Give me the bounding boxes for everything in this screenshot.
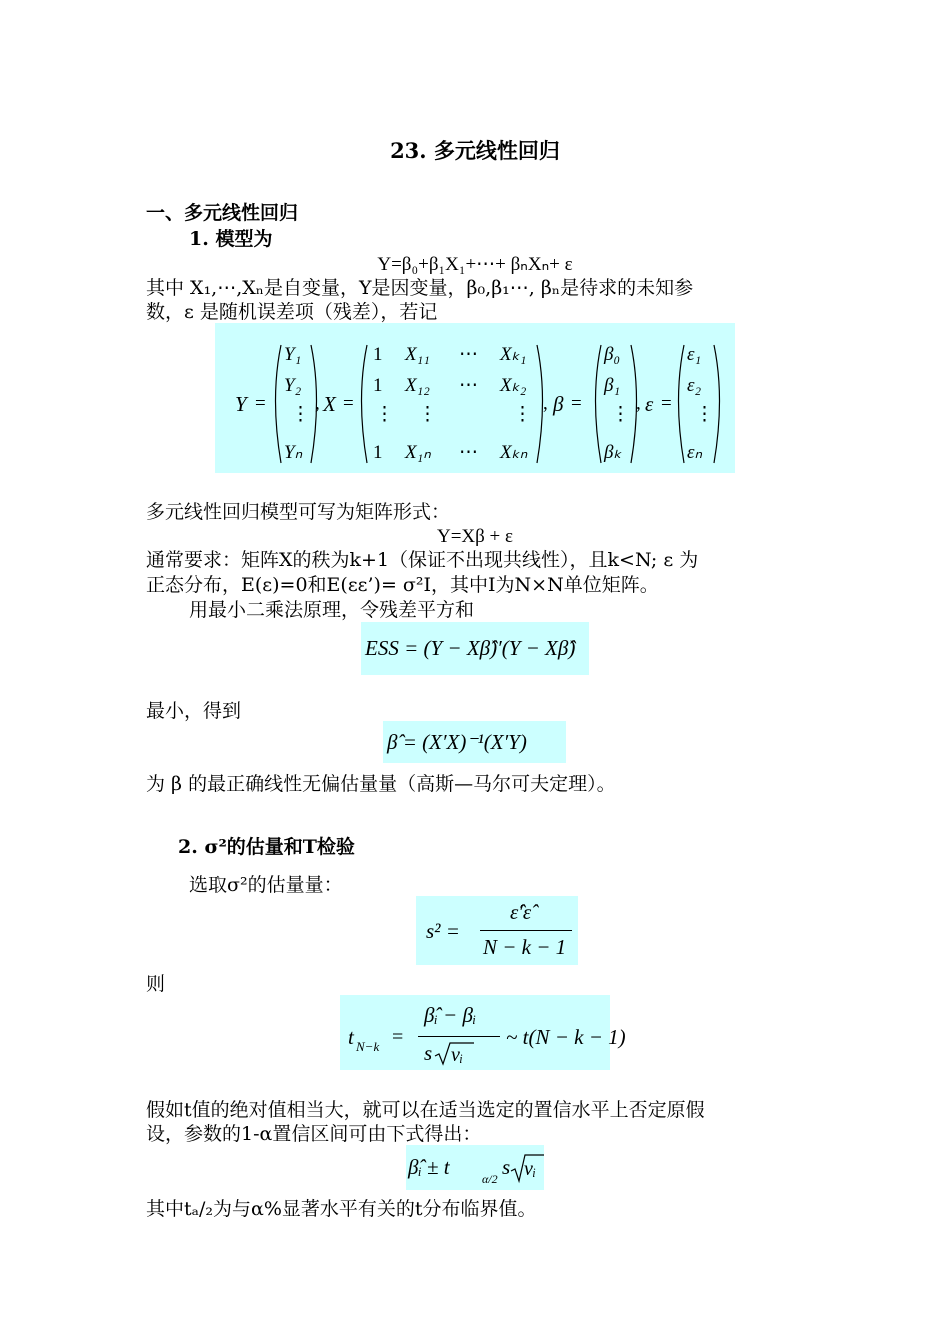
x-cell: ⋯ xyxy=(459,344,478,365)
comma: , xyxy=(315,393,320,414)
epsilon-col-cell: ε₂ xyxy=(687,375,702,396)
paragraph-line: 设，参数的1-α置信区间可由下式得出： xyxy=(146,1123,482,1145)
beta-hat-expression: β̂ = (X′X)⁻¹(X′Y) xyxy=(387,730,527,754)
paragraph-line: 多元线性回归模型可写为矩阵形式： xyxy=(146,501,451,523)
paragraph-line: 为 β 的最正确线性无偏估量量（高斯—马尔可夫定理）。 xyxy=(146,773,616,795)
x-cell: X₁₂ xyxy=(405,375,430,396)
x-cell: 1 xyxy=(373,344,383,365)
ci-s: s xyxy=(502,1155,511,1179)
x-cell: X₁₁ xyxy=(405,344,430,365)
x-cell: ⋮ xyxy=(375,404,394,425)
s2-denominator: N − k − 1 xyxy=(483,935,567,959)
model-equation: Y=β₀+β₁X₁+⋯+ βₙXₙ+ ε xyxy=(377,254,573,275)
subsection-heading: 2. σ²的估量和T检验 xyxy=(178,836,355,858)
x-cell: Xₖ₂ xyxy=(500,375,527,396)
x-cell: Xₖ₁ xyxy=(500,344,527,365)
t-denominator-v: vᵢ xyxy=(451,1044,464,1066)
paragraph-line: 通常要求：矩阵X的秩为k+1（保证不出现共线性），且k<N; ε 为 xyxy=(146,549,699,571)
beta-label: β xyxy=(553,392,564,416)
s2-lhs: s² = xyxy=(426,919,460,943)
paragraph-line: 正态分布，E(ε)=0和E(εε’)= σ²I，其中I为N×N单位矩阵。 xyxy=(146,574,659,596)
t-lhs-subscript: N−k xyxy=(356,1039,380,1054)
fraction-bar xyxy=(418,1036,500,1037)
equals-sign: = xyxy=(661,393,672,414)
paragraph-line: 假如t值的绝对值相当大，就可以在适当选定的置信水平上否定原假 xyxy=(146,1099,705,1121)
epsilon-col-cell: εₙ xyxy=(687,442,703,463)
t-denominator-s: s xyxy=(424,1041,433,1065)
x-cell: ⋮ xyxy=(418,404,437,425)
matrix-equation: Y=Xβ + ε xyxy=(436,526,514,547)
epsilon-col-cell: ⋮ xyxy=(695,404,714,425)
beta-col-cell: βₖ xyxy=(604,442,622,463)
x-cell: ⋯ xyxy=(459,375,478,396)
page-title: 23. 多元线性回归 xyxy=(390,138,560,163)
y-col-cell: ⋮ xyxy=(291,404,310,425)
y-label: Y xyxy=(235,392,247,416)
t-rhs: ~ t(N − k − 1) xyxy=(506,1025,626,1049)
x-cell: ⋯ xyxy=(459,442,478,463)
x-label: X xyxy=(323,392,336,416)
paragraph-line: 则 xyxy=(146,973,166,995)
beta-hat-formula xyxy=(383,721,566,763)
x-cell: Xₖₙ xyxy=(500,442,528,463)
fraction-bar xyxy=(480,930,572,931)
ci-v: vᵢ xyxy=(524,1158,537,1180)
beta-col-cell: β₀ xyxy=(604,344,621,365)
equals-sign: = xyxy=(392,1026,404,1048)
section-heading: 一、多元线性回归 xyxy=(146,202,299,224)
confidence-interval-formula xyxy=(406,1145,544,1190)
x-cell: X₁ₙ xyxy=(405,442,431,463)
beta-col-cell: β₁ xyxy=(604,375,621,396)
t-statistic-formula xyxy=(340,995,626,1070)
s-squared-formula xyxy=(416,896,578,965)
matrix-definition-formula xyxy=(215,323,735,473)
paragraph-line: 其中 X₁,⋯,Xₙ是自变量，Y是因变量，β₀,β₁⋯, βₙ是待求的未知参 xyxy=(146,277,694,299)
paragraph-line: 最小，得到 xyxy=(146,700,242,722)
y-col-cell: Y₂ xyxy=(284,375,302,396)
equals-sign: = xyxy=(343,393,354,414)
x-cell: 1 xyxy=(373,375,383,396)
equals-sign: = xyxy=(571,393,582,414)
ci-subscript: α/2 xyxy=(482,1172,498,1186)
comma: , xyxy=(636,393,641,414)
equals-sign: = xyxy=(255,393,266,414)
epsilon-col-cell: ε₁ xyxy=(687,344,702,365)
subsection-heading: 1. 模型为 xyxy=(189,228,273,250)
s2-numerator: ε̂′ε̂ xyxy=(510,900,532,924)
comma: , xyxy=(543,393,548,414)
ess-formula xyxy=(361,622,589,675)
t-lhs: t xyxy=(348,1025,354,1049)
y-col-cell: Yₙ xyxy=(284,442,303,463)
paragraph-line: 其中tₐ/₂为与α%显著水平有关的t分布临界值。 xyxy=(146,1198,537,1220)
paragraph-line: 选取σ²的估量量： xyxy=(189,874,343,896)
paragraph-line: 数，ε 是随机误差项（残差），若记 xyxy=(146,301,438,323)
x-cell: ⋮ xyxy=(513,404,532,425)
epsilon-label: ε xyxy=(645,392,654,416)
ess-expression: ESS = (Y − Xβ̂)′(Y − Xβ̂) xyxy=(365,636,576,660)
ci-left: β̂ᵢ ± t xyxy=(408,1155,450,1179)
paragraph-line: 用最小二乘法原理，令残差平方和 xyxy=(189,599,475,621)
x-cell: 1 xyxy=(373,442,383,463)
y-col-cell: Y₁ xyxy=(284,344,302,365)
beta-col-cell: ⋮ xyxy=(611,404,630,425)
t-numerator: β̂ᵢ − βᵢ xyxy=(424,1003,477,1027)
